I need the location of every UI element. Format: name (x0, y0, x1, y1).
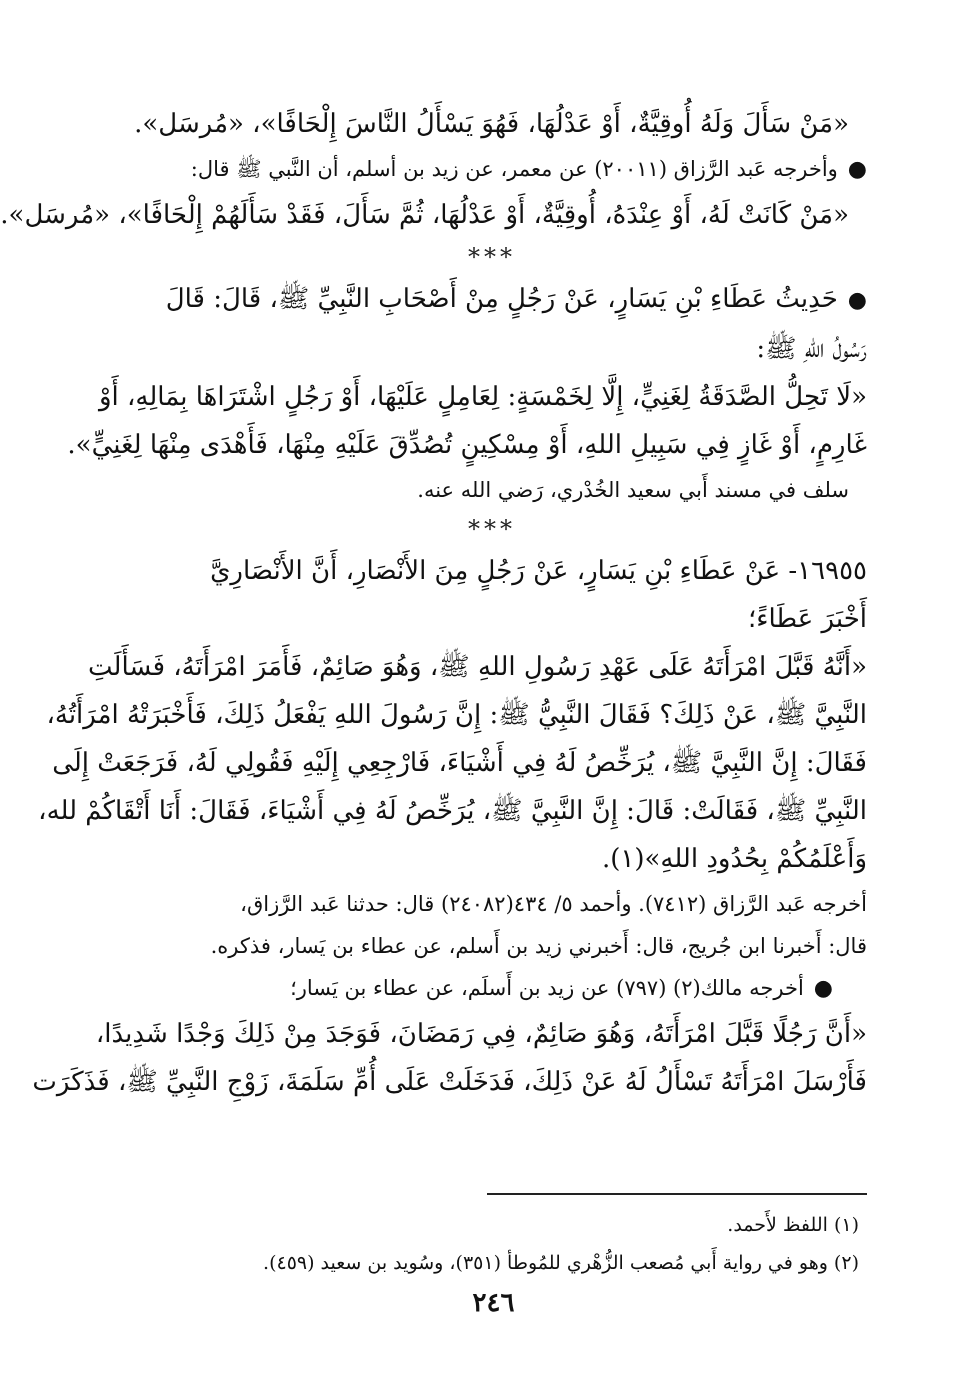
section-separator: *** (468, 515, 516, 543)
page-number: ٢٤٦ (472, 1288, 515, 1318)
text-line: وَأَعْلَمُكُمْ بِحُدُودِ اللهِ»(١). (601, 844, 867, 874)
text-line: «أَنَّ رَجُلًا قَبَّلَ امْرَأَتَهُ، وَهُوَ صَائِمٌ، فِي رَمَضَانَ، فَوَجَدَ مِنْ ذَلِكَ وَجْدًا شَدِيدًا، (95, 1019, 867, 1049)
footnote-divider (487, 1193, 867, 1195)
text-segment: حَدِيثُ عَطَاءِ بْنِ يَسَارٍ، عَنْ رَجُلٍ مِنْ أَصْحَابِ النَّبِيِّ ﷺ، قَالَ: قَالَ (165, 284, 838, 314)
text-line: أخرجه عَبد الرَّزاق (٧٤١٢). وأحمد ٥/ ٤٣٤(٢٤٠٨٢) قال: حدثنا عَبد الرَّزاق، (240, 892, 867, 916)
text-segment: أخرجه مالك(٢) (٧٩٧) عن زيد بن أَسلَم، عن عطاء بن يَسار؛ (290, 976, 804, 1000)
bullet-line (117, 967, 867, 1010)
bullet-icon: ● (847, 157, 867, 182)
text-line: قال: أَخبرنا ابن جُريج، قال: أَخبرني زيد بن أَسلم، عن عطاء بن يَسار، فذكره. (210, 934, 867, 958)
text-line: النَّبِيَّ ﷺ، عَنْ ذَلِكَ؟ فَقَالَ النَّبِيُّ ﷺ: إِنَّ رَسُولَ اللهِ يَفْعَلُ ذَلِكَ، فَأَخْبَرَتْهُ امْرَأَتُهُ، (46, 700, 867, 730)
text-line: «مَنْ سَأَلَ وَلَهُ أُوقِيَّةٌ، أَوْ عَدْلُهَا، فَهُوَ يَسْأَلُ النَّاسَ إِلْحَافًا»، «مُرسَل». (134, 109, 849, 139)
text-segment: وأخرجه عَبد الرَّزاق (٢٠٠١١) عن معمر، عن زيد بن أسلم، أن النَّبي ﷺ قال: (190, 157, 838, 181)
text-line: «مَنْ كَانَتْ لَهُ، أَوْ عِنْدَهُ، أُوقِيَّةٌ، أَوْ عَدْلُهَا، ثُمَّ سَأَلَ، فَقَدْ سَأَلَهُمْ إِلْحَافًا»، «مُرسَل». (0, 200, 849, 230)
text-line: أَخْبَرَ عَطَاءً؛ (747, 604, 867, 634)
text-line: فَأَرْسَلَ امْرَأَتَهُ تَسْأَلُ لَهُ عَنْ ذَلِكَ، فَدَخَلَتْ عَلَى أُمِّ سَلَمَةَ، زَوْجِ النَّبِيِّ ﷺ، فَذَكَرَت (32, 1067, 867, 1097)
section-separator: *** (468, 243, 516, 271)
bullet-icon: ● (847, 288, 867, 313)
bullet-line (117, 148, 867, 191)
text-line: سلف في مسند أَبي سعيد الخُدْري، رَضي الله عنه. (417, 478, 849, 502)
bullet-line (117, 275, 867, 325)
footnote-1: (١) اللفظ لأَحمد. (727, 1214, 859, 1236)
text-line: النَّبِيِّ ﷺ، فَقَالَتْ: قَالَ: إِنَّ النَّبِيَّ ﷺ، يُرَخِّصُ لَهُ فِي أَشْيَاءَ، فَقَالَ: أَنَا أَتْقَاكُمْ لله، (38, 796, 867, 826)
text-line: فَقَالَ: إِنَّ النَّبِيَّ ﷺ، يُرَخِّصُ لَهُ فِي أَشْيَاءَ، فَارْجِعِي إِلَيْهِ فَقُولِي لَهُ، فَرَجَعَتْ إِلَى (52, 748, 867, 778)
footnotes (117, 1206, 867, 1282)
text-line: «أَنَّهُ قَبَّلَ امْرَأَتَهُ عَلَى عَهْدِ رَسُولِ اللهِ ﷺ، وَهُوَ صَائِمٌ، فَأَمَرَ امْرَأَتَهُ، فَسَأَلَتِ (88, 652, 867, 682)
hadith-heading: ١٦٩٥٥- عَنْ عَطَاءِ بْنِ يَسَارٍ، عَنْ رَجُلٍ مِنَ الأَنْصَارِ، أَنَّ الأَنْصَارِيَّ (210, 556, 867, 586)
text-line: رَسُولُ اللهِ ﷺ: (756, 334, 867, 364)
page-body (0, 100, 867, 1106)
text-line: غَارِمٍ، أَوْ غَازٍ فِي سَبِيلِ اللهِ، أَوْ مِسْكِينٍ تُصُدِّقَ عَلَيْهِ مِنْهَا، فَأَهْدَى مِنْهَا لِغَنِيٍّ». (67, 430, 867, 460)
bullet-icon: ● (813, 976, 833, 1001)
text-line: «لَا تَحِلُّ الصَّدَقَةُ لِغَنِيٍّ، إِلَّا لِخَمْسَةٍ: لِعَامِلٍ عَلَيْهَا، أَوْ رَجُلٍ اشْتَرَاهَا بِمَالِهِ، أَوْ (98, 382, 867, 412)
footnote-2: (٢) وهو في رواية أَبي مُصعب الزُّهْري للمُوطأ (٣٥١)، وسُويد بن سعيد (٤٥٩). (263, 1252, 859, 1274)
